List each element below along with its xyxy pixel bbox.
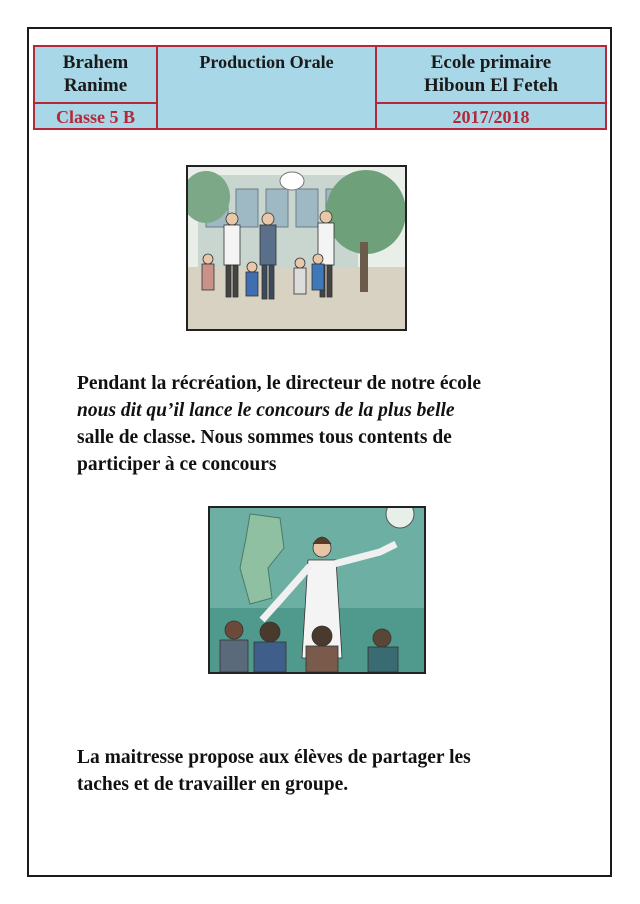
header-divider — [375, 102, 605, 104]
illustration-courtyard — [186, 165, 407, 331]
school-name — [377, 51, 605, 97]
paragraph-2 — [77, 744, 577, 798]
classroom-drawing — [210, 508, 424, 672]
subject-title: Production Orale — [199, 52, 334, 72]
paragraph-1-line: Pendant la récréation, le directeur de notre école — [77, 373, 481, 394]
paragraph-1-line: nous dit qu’il lance le concours de la plus belle — [77, 400, 455, 421]
illustration-classroom — [208, 506, 426, 674]
paragraph-1-line: salle de classe. Nous sommes tous contents de — [77, 427, 452, 448]
courtyard-drawing — [188, 167, 405, 329]
header-table — [33, 45, 607, 130]
student-first-name: Brahem — [62, 52, 129, 73]
paragraph-2-line: taches et de travailler en groupe. — [77, 774, 349, 795]
school-year: 2017/2018 — [452, 107, 530, 127]
header-divider — [35, 102, 158, 104]
student-last-name: Ranime — [63, 75, 128, 96]
school-type: Ecole primaire — [430, 52, 552, 73]
paragraph-1-line: participer à ce concours — [77, 454, 277, 475]
paragraph-1 — [77, 370, 577, 478]
student-name — [35, 51, 156, 97]
school-location: Hiboun El Feteh — [423, 75, 559, 96]
paragraph-2-line: La maitresse propose aux élèves de partager les — [77, 747, 471, 768]
class-label: Classe 5 B — [55, 107, 135, 127]
